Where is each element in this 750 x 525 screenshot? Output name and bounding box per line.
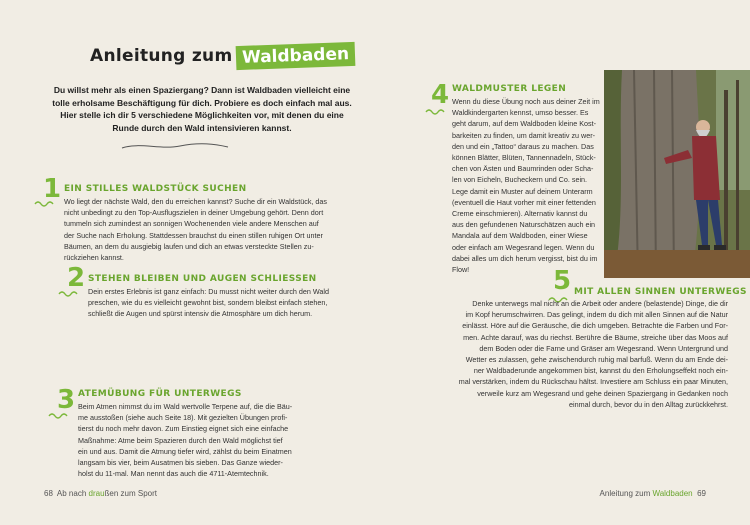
footer-left-pre: Ab nach [56, 489, 89, 498]
section-4-number: 4 [431, 80, 450, 110]
section-2-squiggle [58, 290, 78, 298]
page-number-left: 68 [44, 489, 53, 498]
section-4-squiggle [425, 108, 445, 116]
intro-squiggle [120, 140, 230, 152]
title-main: Anleitung zum [90, 46, 233, 66]
section-3-heading: ATEMÜBUNG FÜR UNTERWEGS [78, 389, 242, 399]
footer-right-pre: Anleitung zum [599, 489, 653, 498]
footer-left-post: ßen zum Sport [104, 489, 157, 498]
section-4-heading: WALDMUSTER LEGEN [452, 84, 567, 94]
section-4-body: Wenn du diese Übung noch aus deiner Zeit im Waldkindergarten kennst, umso besser. Es geht darum, auf dem Waldboden kleine Kost- barkeiten zu finden, um damit kreativ zu wer- den und ein „Tattoo“ daraus zu machen. Das können Blätter, Blüten, Tannennadeln, Stück- chen von Ästen und Baumrinden oder Scha- len von Eicheln, Bucheckern und Co. sein. Lege damit ein Muster auf deinem Unterarm (eventuell die Haut vorher mit einer fettenden Creme einschmieren). Alternativ kannst du aus den gefundenen Naturschätzen auch ein Mandala auf dem Waldboden, einer Wiese oder einfach am Wegesrand legen. Wenn du dabei alles um dich herum vergisst, bist du im Flow! [452, 97, 600, 275]
section-3-body: Beim Atmen nimmst du im Wald wertvolle Terpene auf, die die Bäu- me ausstoßen (siehe auch Seite 18). Mit gezielten Übungen profi- tierst du noch mehr davon. Zum Einstieg eignet sich eine einfache Maßnahme: Atme beim Spazieren durch den Wald möglichst tief ein und aus. Damit die Atmung tiefer wird, zählst du beim Einatmen langsam bis vier, beim Ausatmen bis sieben. Das Ganze wieder- holst du 11-mal. Man nennt das auch die 4711-Atemtechnik. [78, 402, 293, 479]
section-2-heading: STEHEN BLEIBEN UND AUGEN SCHLIESSEN [88, 274, 317, 284]
section-3-squiggle [48, 412, 68, 420]
photo-man-hugging-tree [604, 70, 750, 278]
section-1-body: Wo liegt der nächste Wald, den du erreichen kannst? Suche dir ein Waldstück, das nicht unbedingt zu den Top-Ausflugszielen in deiner Umgebung gehört. Denn dort tummeln sich zumindest an sonnigen Wochenenden viele andere Menschen auf der Suche nach Erholung. Stattdessen brauchst du einen stillen ruhigen Ort unter Bäumen, an dem du ausgiebig laufen und dich an etwas versteckte Stellen zu- rückziehen kannst. [64, 197, 328, 263]
title-highlight: Waldbaden [236, 42, 356, 70]
page-number-right: 69 [697, 489, 706, 498]
footer-left [44, 489, 157, 498]
footer-left-highlight: drau [88, 489, 105, 498]
intro-text: Du willst mehr als einen Spaziergang? Dann ist Waldbaden vielleicht eine tolle erholsame Beschäftigung für dich. Probiere es doch einfach mal aus. Hier stelle ich dir 5 verschiedene Möglichkeiten vor, mit denen du eine Runde durch den Wald intensivieren kannst. [52, 85, 352, 133]
page-title [90, 44, 356, 68]
section-1-heading: EIN STILLES WALDSTÜCK SUCHEN [64, 184, 247, 194]
section-2-body: Dein erstes Erlebnis ist ganz einfach: Du musst nicht weiter durch den Wald preschen, wie du es vielleicht gewohnt bist, sondern bleibst einfach stehen, schließt die Augen und spürst intensiv die Atmosphäre um dich herum. [88, 287, 330, 319]
section-5-heading: MIT ALLEN SINNEN UNTERWEGS [574, 287, 747, 297]
section-5-body: Denke unterwegs mal nicht an die Arbeit oder andere (belastende) Dinge, die dir im Kopf herumschwirren. Das gelingt, indem du dich mit allen Sinnen auf die Natur einlässt. Höre auf die Geräusche, die dich umgeben. Betrachte die Farben und For- men. Achte darauf, was du riechst. Berühre die Bäume, streiche über das Moos auf dem Boden oder die Farne und Gräser am Wegesrand. Wenn Untergrund und Wetter es zulassen, gehe zwischendurch ruhig mal barfuß. Wenn du am Ende dei- ner Waldbaderunde angekommen bist, kannst du den Erholungseffekt noch ein- mal verstärken, indem du Rückschau hältst. Investiere am Schluss ein paar Minuten, verweile kurz am Wegesrand und gehe deinen Spaziergang in Gedanken noch einmal durch, bevor du in den Alltag zurückkehrst. [458, 299, 728, 409]
footer-right-highlight: Waldbaden [652, 489, 693, 498]
section-3-number: 3 [57, 385, 76, 415]
footer-right [600, 489, 706, 498]
section-1-number: 1 [43, 174, 62, 204]
section-1-squiggle [34, 200, 54, 208]
section-2-number: 2 [67, 263, 86, 293]
section-5-number: 5 [553, 266, 572, 296]
